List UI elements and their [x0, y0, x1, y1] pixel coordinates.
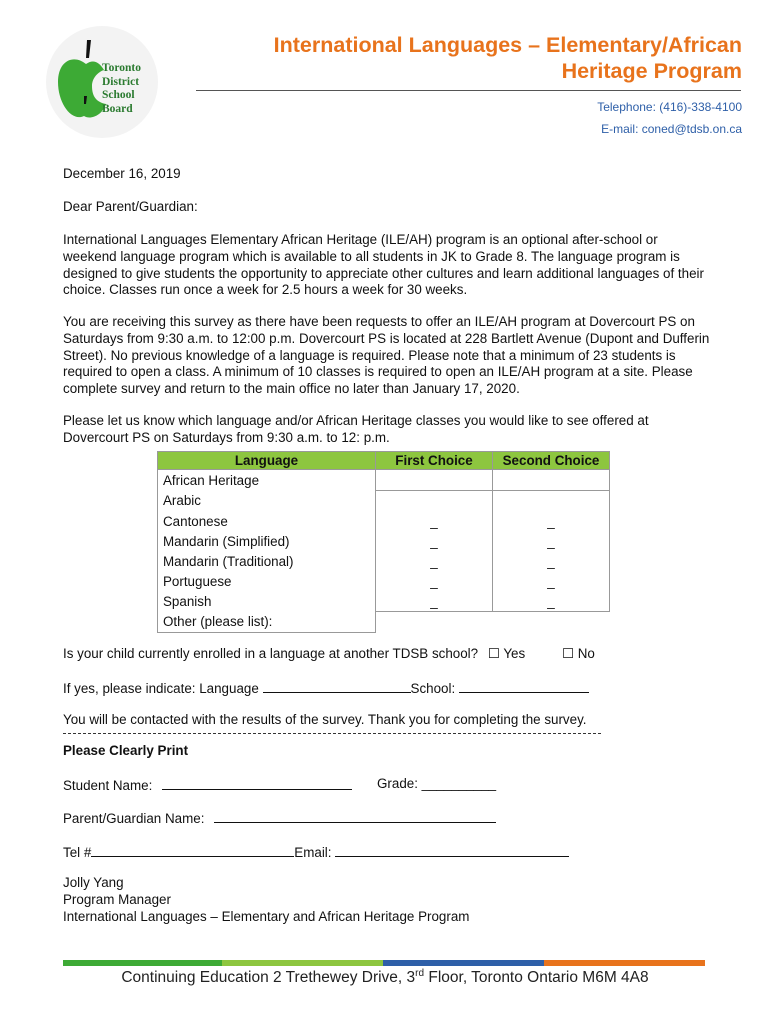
second-choice-cell[interactable]: _: [493, 591, 610, 612]
title-line-1: International Languages – Elementary/African: [273, 33, 742, 57]
second-choice-cell[interactable]: [493, 470, 610, 491]
page-title: [182, 32, 742, 84]
second-choice-cell[interactable]: _: [493, 571, 610, 591]
school-blank[interactable]: [459, 679, 589, 693]
language-cell: Spanish: [158, 591, 376, 612]
student-name-label: Student Name:: [63, 778, 153, 793]
grade-field[interactable]: Grade: __________: [377, 776, 497, 791]
no-option: [562, 646, 595, 662]
language-cell: Arabic: [158, 491, 376, 512]
signature-block: [63, 875, 469, 925]
student-name-row: [63, 776, 352, 793]
signer-name: Jolly Yang: [63, 875, 124, 890]
language-cell: Portuguese: [158, 571, 376, 591]
table-row: [158, 470, 610, 491]
logo-line: Board: [102, 102, 133, 115]
second-choice-cell[interactable]: _: [493, 531, 610, 551]
language-cell: African Heritage: [158, 470, 376, 491]
yes-label: Yes: [503, 646, 526, 661]
closing-note: You will be contacted with the results of the survey. Thank you for completing the survey.: [63, 712, 587, 727]
parent-name-row: [63, 809, 496, 826]
student-name-blank[interactable]: [162, 776, 352, 790]
if-yes-language-label: If yes, please indicate: Language: [63, 681, 259, 696]
enrolled-question: Is your child currently enrolled in a language at another TDSB school?: [63, 646, 479, 661]
first-choice-cell[interactable]: _: [376, 531, 493, 551]
other-language-cell[interactable]: Other (please list):: [158, 612, 376, 633]
footer-bar-orange: [544, 960, 705, 966]
first-choice-cell[interactable]: [376, 470, 493, 491]
language-cell: Mandarin (Simplified): [158, 531, 376, 551]
first-choice-cell[interactable]: _: [376, 551, 493, 571]
first-choice-cell[interactable]: _: [376, 571, 493, 591]
email-link[interactable]: E-mail: coned@tdsb.on.ca: [601, 122, 742, 136]
table-row: [158, 511, 610, 531]
first-choice-cell[interactable]: _: [376, 591, 493, 612]
email-blank[interactable]: [335, 843, 569, 857]
footer-address-end: Floor, Toronto Ontario M6M 4A8: [424, 969, 649, 987]
contact-info: [597, 96, 742, 140]
language-cell: Cantonese: [158, 511, 376, 531]
parent-name-label: Parent/Guardian Name:: [63, 811, 205, 826]
table-row: [158, 591, 610, 612]
empty-cell: [376, 612, 493, 633]
first-choice-cell[interactable]: [376, 491, 493, 512]
telephone: Telephone: (416)-338-4100: [597, 100, 742, 114]
email-label: Email:: [294, 845, 332, 860]
table-row: [158, 531, 610, 551]
enrolled-question-row: [63, 646, 525, 662]
table-row: [158, 491, 610, 512]
second-choice-cell[interactable]: [493, 491, 610, 512]
header-divider: [196, 90, 741, 91]
logo-line: Toronto: [102, 62, 141, 74]
paragraph-intro: International Languages Elementary African Heritage (ILE/AH) program is an optional after-school or weekend language program which is available to all students in JK to Grade 8. The language program is designed to give students the opportunity to appreciate other cultures and learn additional languages of their choice. Classes run once a week for 2.5 hours a week for 30 weeks.: [63, 232, 704, 298]
footer-ordinal: rd: [415, 968, 425, 979]
tel-label: Tel #: [63, 845, 92, 860]
logo-text: [102, 62, 141, 116]
signer-role: Program Manager: [63, 891, 171, 907]
language-blank[interactable]: [263, 679, 411, 693]
cut-line: [63, 733, 601, 734]
second-choice-cell[interactable]: _: [493, 551, 610, 571]
paragraph-request: Please let us know which language and/or African Heritage classes you would like to see offered at Dovercourt PS on Saturdays from 9:30 a.m. to 12: p.m.: [63, 413, 649, 445]
salutation: Dear Parent/Guardian:: [63, 199, 198, 214]
logo-line: District: [102, 75, 140, 88]
first-choice-cell[interactable]: _: [376, 511, 493, 531]
language-choice-table: [157, 451, 610, 633]
language-cell: Mandarin (Traditional): [158, 551, 376, 571]
yes-checkbox[interactable]: ☐: [487, 646, 500, 661]
tel-blank[interactable]: [91, 843, 294, 857]
table-row-other: [158, 612, 610, 633]
tdsb-logo: [46, 26, 158, 138]
no-label: No: [577, 646, 595, 661]
parent-name-blank[interactable]: [214, 809, 496, 823]
title-line-2: Heritage Program: [561, 59, 742, 83]
form-heading: Please Clearly Print: [63, 743, 189, 758]
logo-line: School: [102, 89, 135, 101]
letter-date: December 16, 2019: [63, 166, 181, 181]
signer-program: International Languages – Elementary and African Heritage Program: [63, 908, 470, 924]
if-yes-school-label: School:: [410, 681, 456, 696]
column-header-language: Language: [158, 452, 376, 470]
table-row: [158, 551, 610, 571]
if-yes-row: [63, 679, 589, 696]
second-choice-cell[interactable]: _: [493, 511, 610, 531]
footer-bar-blue: [383, 960, 544, 966]
no-checkbox[interactable]: ☐: [562, 646, 575, 661]
paragraph-details: You are receiving this survey as there have been requests to offer an ILE/AH program at Dovercourt PS on Saturdays from 9:30 a.m. to 12:00 p.m. Dovercourt PS is located at 228 Bartlett Avenue (Dupont and Dufferin Street). No previous knowledge of a language is required. Please note that a minimum of 23 students is required to open a class. A minimum of 10 classes is required to open an ILE/AH program at a site. Please complete survey and return to the main office no later than January 17, 2020.: [63, 314, 710, 397]
column-header-second-choice: Second Choice: [493, 452, 610, 470]
table-row: [158, 571, 610, 591]
column-header-first-choice: First Choice: [376, 452, 493, 470]
footer-bar-green: [63, 960, 222, 966]
table-header-row: [158, 452, 610, 470]
footer-address: [0, 968, 770, 987]
footer-address-start: Continuing Education 2 Trethewey Drive, 3: [121, 969, 416, 987]
footer-bar-lime: [222, 960, 383, 966]
empty-cell: [493, 612, 610, 633]
tel-email-row: [63, 843, 569, 860]
